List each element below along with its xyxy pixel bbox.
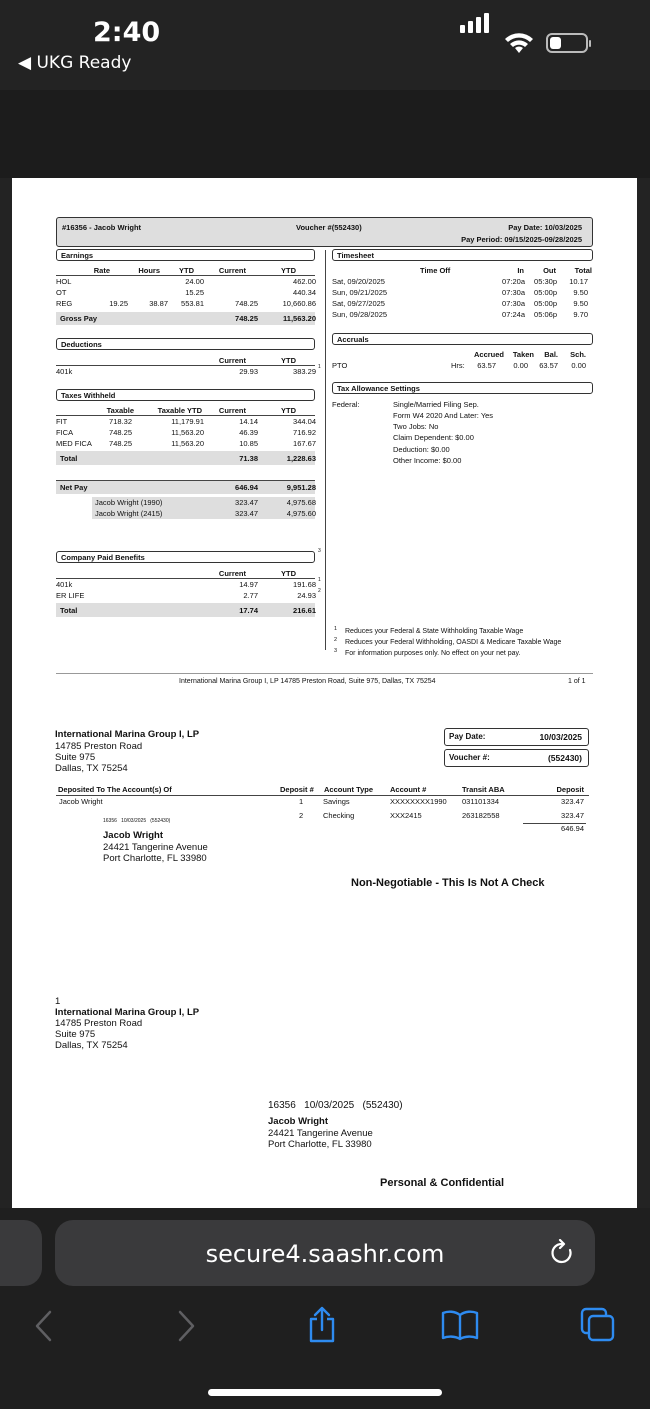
mailer-employee-name: Jacob Wright [268,1116,328,1127]
accruals-title: Accruals [337,335,369,344]
accrual-pto: PTO [332,361,348,370]
tax-allowance-line: Other Income: $0.00 [393,456,462,465]
mailer-company-name: International Marina Group I, LP [55,1007,200,1018]
mailer-company-address: Suite 975 [55,1029,96,1040]
reg-ytd: 10,660.86 [282,299,316,308]
col-account-number: Account # [390,785,427,794]
col-current: Current [218,266,246,275]
net-pay-2415-current: 323.47 [235,509,258,518]
ot-ytd: 440.34 [293,288,316,297]
taxes-col-ytd: YTD [281,406,296,415]
voucher-company-name: International Marina Group I, LP [55,729,200,740]
url-text[interactable]: secure4.saashr.com [205,1240,445,1268]
page-number: 1 of 1 [568,678,586,685]
home-indicator [208,1389,442,1396]
timesheet-col-out: Out [543,266,556,275]
viewer-background [0,90,650,178]
voucher-header-rule [56,795,589,796]
timesheet-row-total: 9.70 [573,310,588,319]
timesheet-row-out: 05:30p [534,277,557,286]
timesheet-row-total: 9.50 [573,299,588,308]
benefits-total-ytd: 216.61 [293,606,316,615]
deposit-account-number: XXX2415 [390,811,422,820]
benefit-401k-ytd: 191.68 [293,580,316,589]
deductions-title: Deductions [61,340,102,349]
deposit-amount: 323.47 [561,811,584,820]
col-ytd: YTD [281,266,296,275]
benefit-er-life-current: 2.77 [243,591,258,600]
timesheet-row-out: 05:00p [534,288,557,297]
tax-allowance-line: Form W4 2020 And Later: Yes [393,411,494,420]
browser-toolbar [0,1208,650,1409]
benefits-col-current: Current [218,569,246,578]
back-to-app-link[interactable]: ◀ UKG Ready [18,53,132,73]
benefits-total-label: Total [60,606,78,615]
hol-ytd: 462.00 [293,277,316,286]
voucher-employee-address: 24421 Tangerine Avenue [103,842,208,853]
net-pay-1990-ytd: 4,975.68 [286,498,316,507]
tax-fit-taxable-ytd: 11,179.91 [171,417,204,426]
accrual-pto-bal: 63.57 [539,361,558,370]
tax-allowance-line: Single/Married Filing Sep. [393,400,479,409]
deposit-number: 2 [299,811,304,820]
benefit-401k: 401k [56,580,73,589]
voucher-company-address: Dallas, TX 75254 [55,763,128,774]
deductions-rule [56,365,315,366]
timesheet-row-date: Sun, 09/28/2025 [332,310,388,319]
timesheet-title: Timesheet [337,251,374,260]
share-icon[interactable] [306,1306,338,1344]
benefits-col-ytd: YTD [281,569,296,578]
deposit-number: 1 [299,797,304,806]
timesheet-row-out: 05:06p [534,310,557,319]
pay-period: Pay Period: 09/15/2025-09/28/2025 [461,235,582,244]
pay-statement-document [12,178,637,1208]
tax-allowance-line: Claim Dependent: $0.00 [393,433,474,442]
mailer-employee-address: Port Charlotte, FL 33980 [268,1139,372,1150]
net-pay-label: Net Pay [60,483,88,492]
reg-ytd-hours: 553.81 [181,299,204,308]
taxes-total-ytd: 1,228.63 [286,454,316,463]
ot-ytd-hours: 15.25 [185,288,204,297]
benefits-footnote: 3 [318,548,321,554]
timesheet-row-out: 05:00p [534,299,557,308]
mailer-index: 1 [55,996,61,1007]
tax-med-fica-ytd: 167.67 [293,439,316,448]
reload-icon[interactable] [549,1239,575,1267]
col-account-type: Account Type [324,785,374,794]
accruals-col-taken: Taken [512,350,534,359]
col-deposit: Deposit [556,785,584,794]
tax-fica-taxable-ytd: 11,563.20 [171,428,204,437]
accrual-pto-sch: 0.00 [571,361,586,370]
voucher-company-address: Suite 975 [55,752,96,763]
earnings-header-rule [56,275,315,276]
tax-med-fica-current: 10.85 [239,439,258,448]
accrual-pto-taken: 0.00 [513,361,528,370]
timesheet-row-in: 07:24a [502,310,525,319]
timesheet-row-date: Sun, 09/21/2025 [332,288,388,297]
net-pay-account-2415: Jacob Wright (2415) [95,509,163,518]
previous-tab-preview[interactable] [0,1220,42,1286]
deduction-401k-ytd: 383.29 [293,367,316,376]
timesheet-row-total: 9.50 [573,288,588,297]
footnote-text: For information purposes only. No effect on your net pay. [345,650,521,657]
tax-fica-taxable: 748.25 [109,428,132,437]
col-ytd-hours: YTD [179,266,194,275]
tax-med-fica-taxable-ytd: 11,563.20 [171,439,204,448]
mailer-employee-address: 24421 Tangerine Avenue [268,1128,373,1139]
accrual-pto-accrued: 63.57 [477,361,496,370]
earnings-heading [56,249,315,261]
col-deposit-number: Deposit # [280,785,314,794]
taxes-total-label: Total [60,454,78,463]
tax-fit-ytd: 344.04 [293,417,316,426]
accruals-heading [332,333,593,345]
taxes-rule [56,415,315,416]
timesheet-col-time-off: Time Off [420,266,451,275]
voucher-reference: 16356 10/03/2025 (552430) [103,818,171,824]
reg-current: 748.25 [235,299,258,308]
taxes-col-taxable: Taxable [106,406,134,415]
earnings-row-reg: REG [56,299,73,308]
clock: 2:40 [93,17,161,48]
col-deposited-to: Deposited To The Account(s) Of [58,785,172,794]
timesheet-row-total: 10.17 [569,277,588,286]
benefit-er-life: ER LIFE [56,591,85,600]
timesheet-row-in: 07:30a [502,299,525,308]
stub-footer-rule [56,673,593,674]
net-pay-current: 646.94 [235,483,258,492]
hol-ytd-hours: 24.00 [185,277,204,286]
reg-rate: 19.25 [109,299,128,308]
deposit-account-type: Savings [323,797,350,806]
net-pay-1990-current: 323.47 [235,498,258,507]
timesheet-col-in: In [517,266,524,275]
accruals-col-sch: Sch. [570,350,586,359]
employee-id-name: #16356 - Jacob Wright [62,223,142,232]
deduction-401k-footnote: 1 [318,364,321,370]
deposit-amount: 323.47 [561,797,584,806]
benefit-401k-current: 14.97 [239,580,258,589]
taxes-title: Taxes Withheld [61,391,116,400]
battery-icon [546,33,588,53]
deposit-account-number: XXXXXXXX1990 [390,797,447,806]
deduction-401k-current: 29.93 [239,367,258,376]
timesheet-row-in: 07:30a [502,288,525,297]
earnings-row-hol: HOL [56,277,72,286]
deposit-transit-aba: 263182558 [462,811,500,820]
tax-allowance-federal-label: Federal: [332,400,360,409]
tax-allowance-line: Two Jobs: No [393,422,439,431]
reg-hours: 38.87 [149,299,168,308]
tax-fica-current: 46.39 [239,428,258,437]
net-pay-account-1990: Jacob Wright (1990) [95,498,163,507]
earnings-row-ot: OT [56,288,67,297]
mailer-company-address: Dallas, TX 75254 [55,1040,128,1051]
voucher-employee-address: Port Charlotte, FL 33980 [103,853,207,864]
col-hours: Hours [138,266,160,275]
benefit-401k-footnote: 1 [318,577,321,583]
voucher-employee-name: Jacob Wright [103,830,163,841]
footnote-text: Reduces your Federal Withholding, OASDI & Medicare Taxable Wage [345,639,562,646]
benefit-er-life-footnote: 2 [318,588,321,594]
voucher-number-label: Voucher #: [449,753,490,762]
voucher-number: Voucher #(552430) [296,223,362,232]
tax-allowance-line: Deduction: $0.00 [393,445,450,454]
timesheet-row-in: 07:20a [502,277,525,286]
footnote-number: 2 [334,637,338,643]
benefits-total-current: 17.74 [239,606,258,615]
tax-fit: FIT [56,417,68,426]
address-bar[interactable] [55,1220,595,1286]
col-rate: Rate [93,266,110,275]
taxes-total-current: 71.38 [239,454,258,463]
benefit-er-life-ytd: 24.93 [297,591,316,600]
tax-fica-ytd: 716.92 [293,428,316,437]
deduction-401k: 401k [56,367,73,376]
mailer-company-address: 14785 Preston Road [55,1018,143,1029]
timesheet-row-date: Sat, 09/27/2025 [332,299,385,308]
accrual-pto-unit: Hrs: [451,361,465,370]
tax-med-fica-taxable: 748.25 [109,439,132,448]
accruals-col-bal: Bal. [544,350,558,359]
status-bar [0,0,650,90]
gross-pay-current: 748.25 [235,314,258,323]
forward-arrow-icon[interactable] [176,1310,196,1342]
tax-fica: FICA [56,428,74,437]
mailer-reference: 16356 10/03/2025 (552430) [268,1100,403,1111]
back-arrow-icon[interactable] [34,1310,54,1342]
voucher-company-address: 14785 Preston Road [55,741,143,752]
tax-fit-current: 14.14 [239,417,258,426]
company-address-line: International Marina Group I, LP 14785 Preston Road, Suite 975, Dallas, TX 75254 [179,678,436,685]
tax-fit-taxable: 718.32 [109,417,132,426]
bookmarks-icon[interactable] [441,1309,479,1341]
deductions-col-current: Current [218,356,246,365]
benefits-rule [56,578,315,579]
benefits-title: Company Paid Benefits [61,553,145,562]
accruals-col-accrued: Accrued [473,350,504,359]
voucher-pay-date-label: Pay Date: [449,732,486,741]
column-divider [325,250,326,650]
non-negotiable-notice: Non-Negotiable - This Is Not A Check [351,877,545,889]
pay-date: Pay Date: 10/03/2025 [508,223,582,232]
footnote-text: Reduces your Federal & State Withholding Taxable Wage [345,628,524,635]
earnings-title: Earnings [61,251,94,260]
voucher-number-value: (552430) [547,753,582,763]
taxes-col-current: Current [218,406,246,415]
tabs-icon[interactable] [580,1307,616,1343]
timesheet-col-total: Total [574,266,592,275]
footnote-number: 3 [334,648,338,654]
deposit-account-type: Checking [323,811,355,820]
personal-confidential-label: Personal & Confidential [380,1177,505,1189]
voucher-payee: Jacob Wright [59,797,103,806]
taxes-col-taxable-ytd: Taxable YTD [157,406,202,415]
deductions-col-ytd: YTD [281,356,296,365]
deposit-total: 646.94 [561,824,584,833]
tax-med-fica: MED FICA [56,439,92,448]
net-pay-2415-ytd: 4,975.60 [286,509,316,518]
voucher-pay-date: 10/03/2025 [539,732,582,742]
tax-allowance-title: Tax Allowance Settings [337,384,420,393]
gross-pay-ytd: 11,563.20 [283,314,316,323]
deposit-transit-aba: 031101334 [462,797,499,806]
footnote-number: 1 [334,626,338,632]
wifi-icon [504,32,534,54]
col-transit-aba: Transit ABA [462,785,505,794]
net-pay-ytd: 9,951.28 [286,483,316,492]
timesheet-row-date: Sat, 09/20/2025 [332,277,385,286]
gross-pay-label: Gross Pay [60,314,98,323]
